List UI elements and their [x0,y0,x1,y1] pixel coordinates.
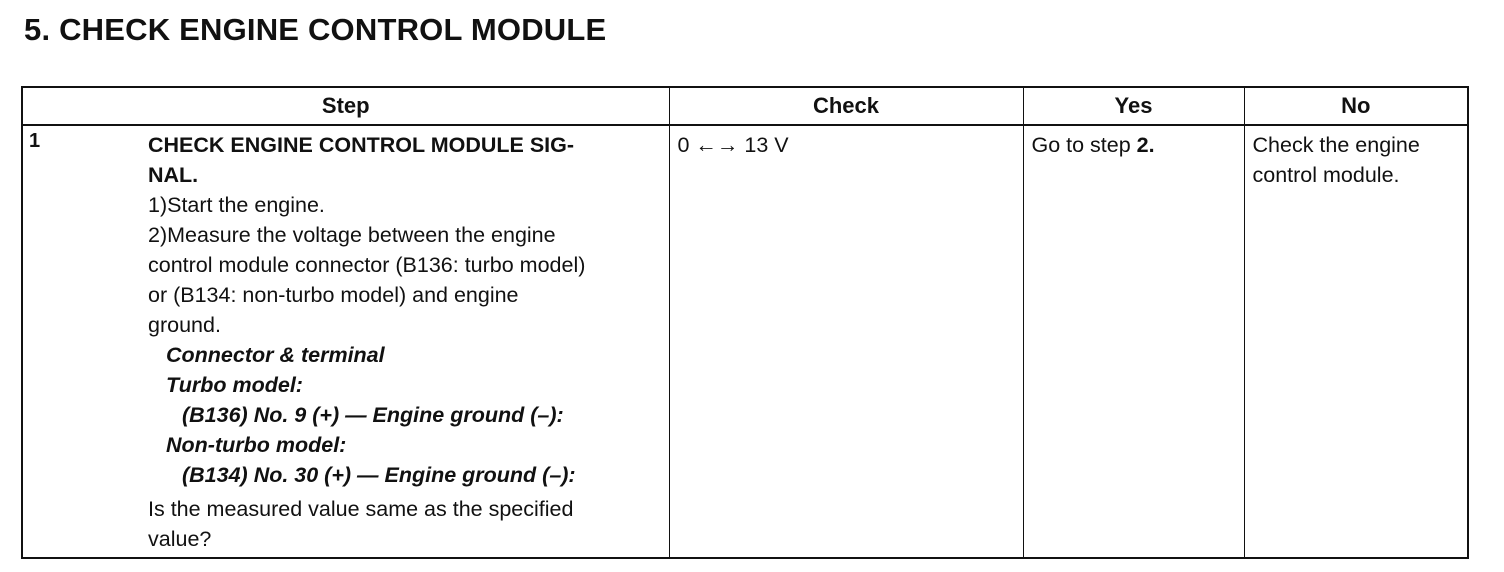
question-line-1: Is the measured value same as the specified [148,497,574,521]
instruction-line: ground. [148,313,221,337]
spec-nonturbo-value: (B134) No. 30 (+) — Engine ground (–): [182,463,576,487]
table-row [22,125,1468,558]
instruction-line: control module connector (B136: turbo model) [148,253,586,277]
diagnostic-table [21,86,1469,559]
instruction-line: 1)Start the engine. [148,193,325,217]
section-title: 5. CHECK ENGINE CONTROL MODULE [24,12,607,47]
question-line-2: value? [148,527,212,551]
step-body [148,126,669,554]
instruction-line: or (B134: non-turbo model) and engine [148,283,519,307]
yes-prefix: Go to step [1031,133,1137,157]
check-cell [669,125,1023,558]
no-cell [1244,125,1468,558]
spec-nonturbo-label: Non-turbo model: [166,433,347,457]
table-header-row [22,87,1468,125]
step-cell [22,125,669,558]
header-no: No [1244,87,1468,125]
no-action-line-1: Check the engine [1252,133,1420,157]
header-yes: Yes [1023,87,1244,125]
header-step: Step [22,87,669,125]
step-heading-line-2: NAL. [148,163,199,187]
yes-step-ref: 2. [1136,133,1155,157]
spec-turbo-label: Turbo model: [166,373,303,397]
yes-cell [1023,125,1244,558]
spec-label: Connector & terminal [166,343,385,367]
check-value: 0 ←→ 13 V [677,133,789,157]
instruction-line: 2)Measure the voltage between the engine [148,223,556,247]
no-action-line-2: control module. [1252,163,1400,187]
spec-turbo-value: (B136) No. 9 (+) — Engine ground (–): [182,403,564,427]
yes-action [1024,126,1244,160]
header-check: Check [669,87,1023,125]
no-action [1245,126,1468,190]
step-heading-line-1: CHECK ENGINE CONTROL MODULE SIG- [148,133,575,157]
step-number: 1 [29,130,41,152]
